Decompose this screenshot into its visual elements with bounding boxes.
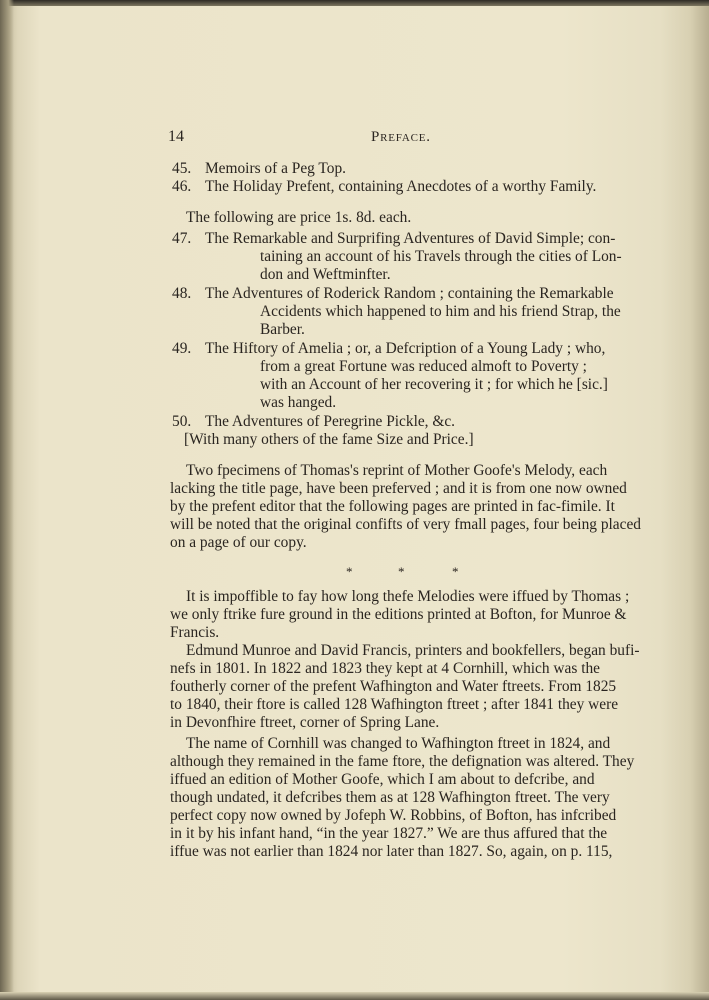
- list-item-number: 47.: [172, 230, 192, 247]
- paragraph-line: Edmund Munroe and David Francis, printers and bookfellers, began bufi-: [186, 642, 640, 659]
- list-item-number: 50.: [172, 413, 192, 430]
- page-header: [168, 128, 638, 150]
- list-item-number: 46.: [172, 178, 192, 195]
- paragraph-line: It is impoffible to fay how long thefe Melodies were iffued by Thomas ;: [186, 588, 630, 605]
- price-note: The following are price 1s. 8d. each.: [186, 209, 412, 226]
- separator-star: *: [398, 564, 405, 579]
- list-item-line: Accidents which happened to him and his friend Strap, the: [260, 303, 621, 320]
- list-item-line: Barber.: [260, 321, 305, 338]
- paragraph-line: in Devonfhire ftreet, corner of Spring Lane.: [170, 714, 440, 731]
- paragraph-line: Two fpecimens of Thomas's reprint of Mother Goofe's Melody, each: [186, 462, 608, 479]
- paragraph-line: although they remained in the fame ftore, the defignation was altered. They: [170, 753, 635, 770]
- paragraph-line: in it by his infant hand, “in the year 1827.” We are thus affured that the: [170, 825, 608, 842]
- list-item-line: The Adventures of Peregrine Pickle, &c.: [205, 413, 456, 430]
- paragraph-line: foutherly corner of the prefent Wafhington and Water ftreets. From 1825: [170, 678, 617, 695]
- list-item-line: with an Account of her recovering it ; for which he [sic.]: [260, 376, 608, 393]
- page-top-edge: [0, 0, 709, 6]
- list-item-line: The Remarkable and Surprifing Adventures of David Simple; con-: [205, 230, 616, 247]
- paragraph-line: iffue was not earlier than 1824 nor later than 1827. So, again, on p. 115,: [170, 843, 613, 860]
- paragraph-line: though undated, it defcribes them as at 128 Wafhington ftreet. The very: [170, 789, 610, 806]
- list-item-number: 48.: [172, 285, 192, 302]
- separator-star: *: [346, 564, 353, 579]
- paragraph-line: will be noted that the original confifts of very fmall pages, four being placed: [170, 516, 641, 533]
- list-item-line: don and Weftminfter.: [260, 266, 391, 283]
- list-item-number: 49.: [172, 340, 192, 357]
- list-item-line: taining an account of his Travels through the cities of Lon-: [260, 248, 622, 265]
- paragraph-line: The name of Cornhill was changed to Wafhington ftreet in 1824, and: [186, 735, 611, 752]
- list-item-text: The Holiday Prefent, containing Anecdotes of a worthy Family.: [205, 178, 597, 195]
- running-title: Preface.: [371, 129, 431, 145]
- bracket-note: [With many others of the fame Size and Price.]: [184, 431, 474, 448]
- paragraph-line: on a page of our copy.: [170, 534, 307, 551]
- paragraph-line: perfect copy now owned by Jofeph W. Robbins, of Bofton, has infcribed: [170, 807, 617, 824]
- page-binding-shadow: [0, 0, 14, 1000]
- paragraph-line: nefs in 1801. In 1822 and 1823 they kept at 4 Cornhill, which was the: [170, 660, 601, 677]
- separator-star: *: [452, 564, 459, 579]
- list-item-line: The Adventures of Roderick Random ; containing the Remarkable: [205, 285, 614, 302]
- list-item-number: 45.: [172, 160, 192, 177]
- list-item-line: from a great Fortune was reduced almoft to Poverty ;: [260, 358, 587, 375]
- paragraph-line: by the prefent editor that the following pages are printed in fac-fimile. It: [170, 498, 615, 515]
- list-item-line: was hanged.: [260, 394, 337, 411]
- list-item-text: Memoirs of a Peg Top.: [205, 160, 346, 177]
- paragraph-line: iffued an edition of Mother Goofe, which I am about to defcribe, and: [170, 771, 595, 788]
- page-bottom-edge: [0, 992, 709, 1000]
- paragraph-line: we only ftrike fure ground in the editions printed at Bofton, for Munroe &: [170, 606, 627, 623]
- list-item-line: The Hiftory of Amelia ; or, a Defcription of a Young Lady ; who,: [205, 340, 606, 357]
- page-number: 14: [168, 128, 184, 145]
- paragraph-line: Francis.: [170, 624, 220, 641]
- paragraph-line: lacking the title page, have been preferved ; and it is from one now owned: [170, 480, 627, 497]
- paragraph-line: to 1840, their ftore is called 128 Wafhington ftreet ; after 1841 they were: [170, 696, 619, 713]
